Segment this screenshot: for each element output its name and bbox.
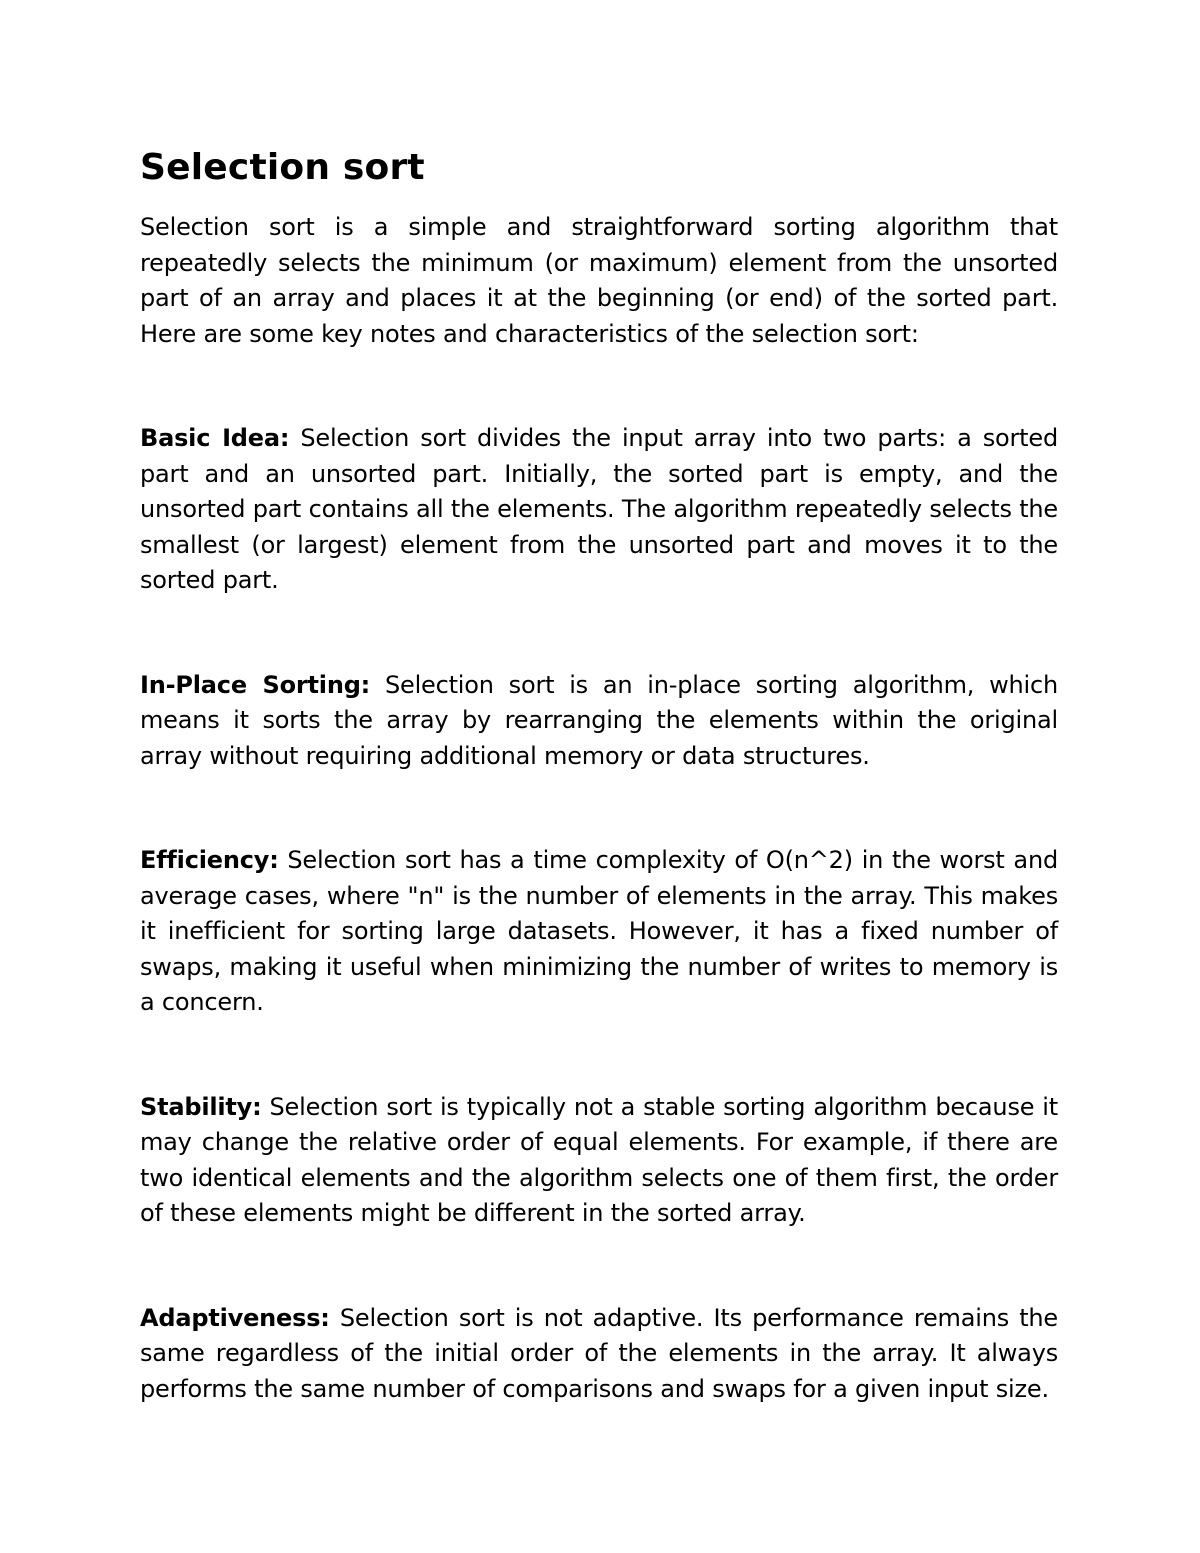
section-label: In-Place Sorting: [140,670,371,699]
section-efficiency [140,843,1058,1021]
section-text: Selection sort is typically not a stable sorting algorithm because it may change the relative order of equal elements. For example, if there are two identical elements and the algorithm selects one of them first, the order of these elements might be different in the sorted array. [140,1092,1058,1227]
section-text: Selection sort is an in-place sorting algorithm, which means it sorts the array by rearranging the elements within the original array without requiring additional memory or data structures. [140,670,1058,770]
section-text: Selection sort is not adaptive. Its performance remains the same regardless of the initial order of the elements in the array. It always performs the same number of comparisons and swaps for a given input size. [140,1303,1058,1403]
section-text: Selection sort has a time complexity of O(n^2) in the worst and average cases, where "n" is the number of elements in the array. This makes it inefficient for sorting large datasets. However, it has a fixed number of swaps, making it useful when minimizing the number of writes to memory is a concern. [140,846,1058,1016]
section-label: Basic Idea: [140,424,290,452]
section-basic-idea [140,421,1058,599]
document-page [140,140,1058,1407]
section-label: Efficiency: [140,846,279,874]
section-text: Selection sort divides the input array into two parts: a sorted part and an unsorted part. Initially, the sorted part is empty, and the unsorted part contains all the elements. The algorithm repeatedly selects the smallest (or largest) element from the unsorted part and moves it to the sorted part. [140,424,1058,594]
section-adaptiveness [140,1301,1058,1408]
intro-paragraph: Selection sort is a simple and straightforward sorting algorithm that repeatedly selects the minimum (or maximum) element from the unsorted part of an array and places it at the beginning (or end) of the sorted part. Here are some key notes and characteristics of the selection sort: [140,213,1058,348]
section-stability [140,1090,1058,1232]
section-in-place-sorting [140,668,1058,775]
section-label: Adaptiveness: [140,1303,330,1332]
section-label: Stability: [140,1092,262,1121]
page-title: Selection sort [140,147,425,188]
